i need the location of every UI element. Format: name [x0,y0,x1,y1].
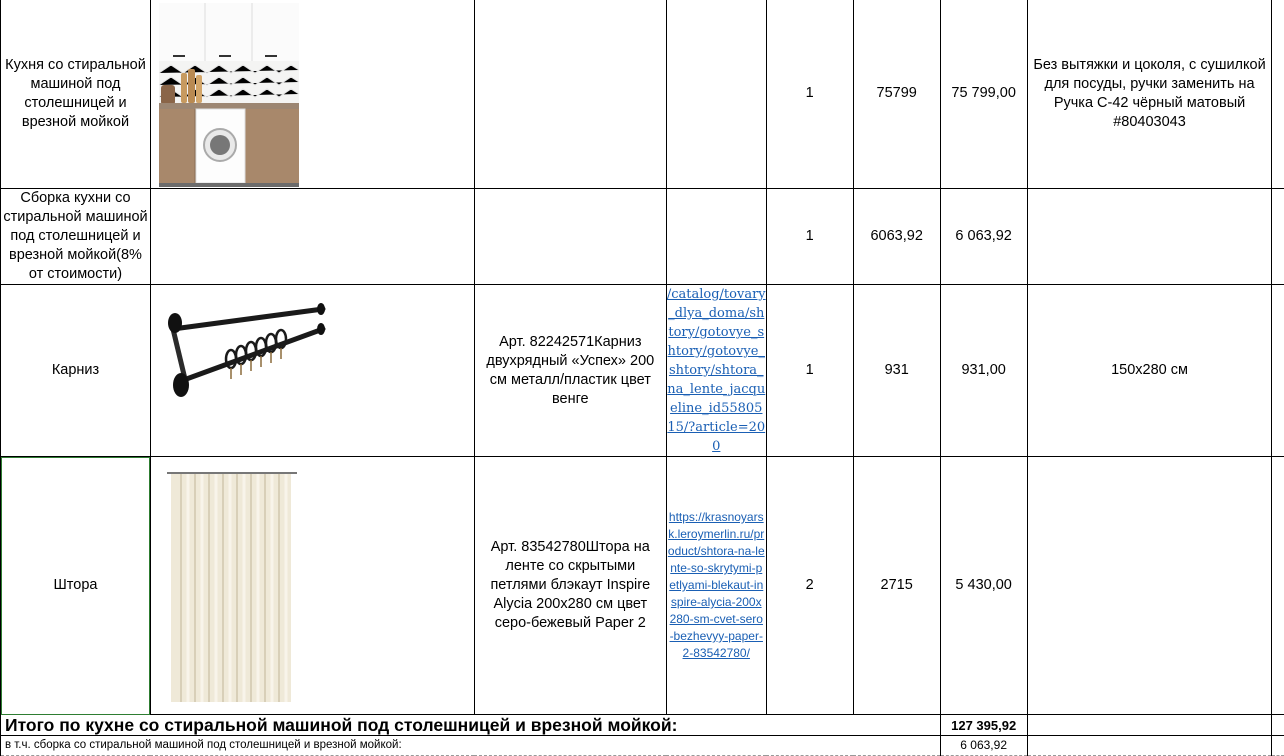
empty-cell[interactable] [1272,0,1284,189]
empty-cell[interactable] [1027,736,1272,756]
total-row [1,715,1284,736]
empty-cell[interactable] [1272,736,1284,756]
qty-cell[interactable]: 1 [766,0,853,189]
price-cell[interactable]: 6063,92 [853,189,940,285]
sum-cell[interactable]: 75 799,00 [940,0,1027,189]
table-row [1,189,1284,285]
total-label[interactable]: Итого по кухне со стиральной машиной под столешницей и врезной мойкой: [1,715,941,736]
table-row [1,0,1284,189]
kitchen-image [159,3,299,187]
qty-cell[interactable]: 1 [766,285,853,457]
curtain-rod-image [163,293,327,403]
subtotal-label[interactable]: в т.ч. сборка со стиральной машиной под столешницей и врезной мойкой: [1,736,941,756]
subtotal-row [1,736,1284,756]
empty-cell[interactable] [1272,189,1284,285]
sum-cell[interactable]: 6 063,92 [940,189,1027,285]
note-cell[interactable] [1027,189,1272,285]
total-value[interactable]: 127 395,92 [940,715,1027,736]
link-cell[interactable]: https://krasnoyarsk.leroymerlin.ru/product/shtora-na-lente-so-skrytymi-petlyami-blekaut-inspire-alycia-200x280-sm-cvet-sero-bezhevyy-paper-2-83542780/ [666,457,766,715]
link-cell[interactable]: /catalog/tovary_dlya_doma/shtory/gotovye_shtory/gotovye_shtory/shtora_na_lente_jacqueline_id5580515/?article=200 [666,285,766,457]
table-row [1,457,1284,715]
empty-cell[interactable] [1027,715,1272,736]
article-cell[interactable] [474,0,666,189]
note-cell[interactable]: Без вытяжки и цоколя, с сушилкой для посуды, ручки заменить на Ручка С-42 чёрный матовый #80403043 [1027,0,1272,189]
empty-cell[interactable] [1272,457,1284,715]
sum-cell[interactable]: 931,00 [940,285,1027,457]
item-name-cell[interactable]: Штора [1,457,151,715]
item-image-cell[interactable] [150,189,474,285]
item-name-cell[interactable]: Сборка кухни со стиральной машиной под столешницей и врезной мойкой(8% от стоимости) [1,189,151,285]
price-cell[interactable]: 75799 [853,0,940,189]
sum-cell[interactable]: 5 430,00 [940,457,1027,715]
item-image-cell[interactable] [150,0,474,189]
item-name-cell[interactable]: Карниз [1,285,151,457]
article-cell[interactable]: Арт. 83542780Штора на ленте со скрытыми петлями блэкаут Inspire Alycia 200x280 см цвет серо-бежевый Paper 2 [474,457,666,715]
price-cell[interactable]: 931 [853,285,940,457]
article-cell[interactable]: Арт. 82242571Карниз двухрядный «Успех» 200 см металл/пластик цвет венге [474,285,666,457]
empty-cell[interactable] [1272,715,1284,736]
empty-cell[interactable] [1272,285,1284,457]
link-cell[interactable] [666,189,766,285]
note-cell[interactable] [1027,457,1272,715]
item-image-cell[interactable] [150,457,474,715]
note-cell[interactable]: 150x280 см [1027,285,1272,457]
qty-cell[interactable]: 1 [766,189,853,285]
qty-cell[interactable]: 2 [766,457,853,715]
item-image-cell[interactable] [150,285,474,457]
subtotal-value[interactable]: 6 063,92 [940,736,1027,756]
article-cell[interactable] [474,189,666,285]
price-cell[interactable]: 2715 [853,457,940,715]
item-name-cell[interactable]: Кухня со стиральной машиной под столешницей и врезной мойкой [1,0,151,189]
table-row [1,285,1284,457]
link-cell[interactable] [666,0,766,189]
curtain-image [165,469,299,705]
